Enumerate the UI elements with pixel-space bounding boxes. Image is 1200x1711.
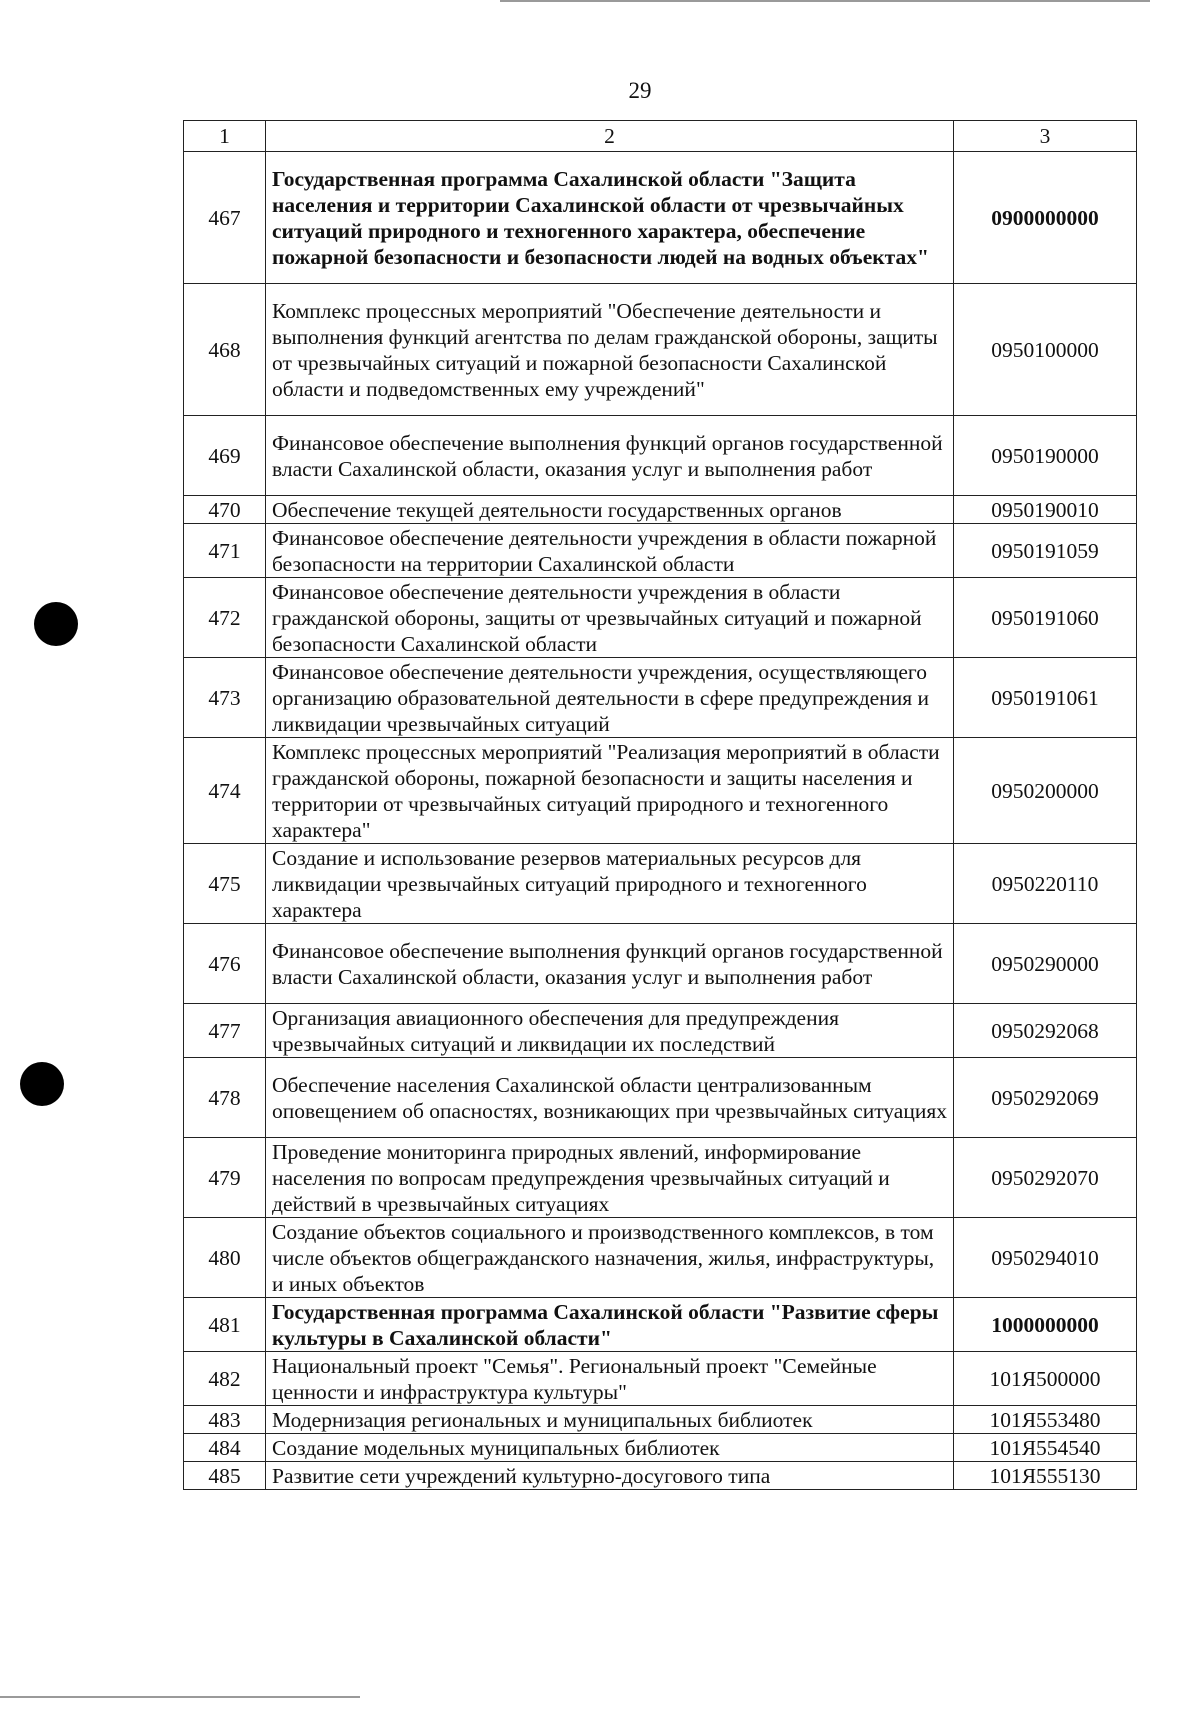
table-row — [184, 658, 1137, 738]
row-number: 473 — [184, 658, 266, 738]
table-row — [184, 738, 1137, 844]
row-code: 0950292068 — [954, 1004, 1137, 1058]
row-name: Комплекс процессных мероприятий "Реализация мероприятий в области гражданской обороны, пожарной безопасности и защиты населения и территории от чрезвычайных ситуаций природного и техногенного характера" — [266, 738, 954, 844]
table-row — [184, 844, 1137, 924]
row-code: 0950292070 — [954, 1138, 1137, 1218]
row-code: 0950191061 — [954, 658, 1137, 738]
row-code: 101Я553480 — [954, 1406, 1137, 1434]
table-row — [184, 496, 1137, 524]
row-name: Финансовое обеспечение выполнения функций органов государственной власти Сахалинской области, оказания услуг и выполнения работ — [266, 416, 954, 496]
table-row — [184, 284, 1137, 416]
row-name: Организация авиационного обеспечения для предупреждения чрезвычайных ситуаций и ликвидации их последствий — [266, 1004, 954, 1058]
row-name: Государственная программа Сахалинской области "Защита населения и территории Сахалинской области от чрезвычайных ситуаций природного и техногенного характера, обеспечение пожарной безопасности и безопасности людей на водных объектах" — [266, 152, 954, 284]
row-name: Национальный проект "Семья". Региональный проект "Семейные ценности и инфраструктура культуры" — [266, 1352, 954, 1406]
table-row — [184, 578, 1137, 658]
table-header-row — [184, 121, 1137, 152]
punch-hole — [34, 602, 78, 646]
row-code: 101Я500000 — [954, 1352, 1137, 1406]
table-row — [184, 416, 1137, 496]
row-code: 0950191059 — [954, 524, 1137, 578]
table-row — [184, 1058, 1137, 1138]
table-row — [184, 924, 1137, 1004]
row-code: 0950190010 — [954, 496, 1137, 524]
row-number: 478 — [184, 1058, 266, 1138]
row-code: 101Я554540 — [954, 1434, 1137, 1462]
row-name: Обеспечение текущей деятельности государственных органов — [266, 496, 954, 524]
table-row — [184, 1462, 1137, 1490]
row-name: Создание модельных муниципальных библиотек — [266, 1434, 954, 1462]
row-name: Развитие сети учреждений культурно-досугового типа — [266, 1462, 954, 1490]
row-number: 485 — [184, 1462, 266, 1490]
row-code: 0950190000 — [954, 416, 1137, 496]
column-header: 2 — [266, 121, 954, 152]
row-code: 0950294010 — [954, 1218, 1137, 1298]
row-name: Комплекс процессных мероприятий "Обеспечение деятельности и выполнения функций агентства по делам гражданской обороны, защиты от чрезвычайных ситуаций и пожарной безопасности Сахалинской области и подведомственных ему учреждений" — [266, 284, 954, 416]
row-code: 0950191060 — [954, 578, 1137, 658]
row-number: 476 — [184, 924, 266, 1004]
table-row — [184, 524, 1137, 578]
row-number: 484 — [184, 1434, 266, 1462]
row-name: Государственная программа Сахалинской области "Развитие сферы культуры в Сахалинской области" — [266, 1298, 954, 1352]
row-name: Модернизация региональных и муниципальных библиотек — [266, 1406, 954, 1434]
row-number: 480 — [184, 1218, 266, 1298]
table-row — [184, 1004, 1137, 1058]
row-number: 483 — [184, 1406, 266, 1434]
budget-table — [183, 120, 1137, 1490]
row-number: 470 — [184, 496, 266, 524]
row-number: 481 — [184, 1298, 266, 1352]
table-row — [184, 1218, 1137, 1298]
column-header: 3 — [954, 121, 1137, 152]
row-code: 0900000000 — [954, 152, 1137, 284]
row-name: Проведение мониторинга природных явлений, информирование населения по вопросам предупреждения чрезвычайных ситуаций и действий в чрезвычайных ситуациях — [266, 1138, 954, 1218]
row-name: Финансовое обеспечение деятельности учреждения в области гражданской обороны, защиты от чрезвычайных ситуаций и пожарной безопасности Сахалинской области — [266, 578, 954, 658]
row-number: 467 — [184, 152, 266, 284]
row-name: Создание объектов социального и производственного комплексов, в том числе объектов общегражданского назначения, жилья, инфраструктуры, и иных объектов — [266, 1218, 954, 1298]
row-number: 471 — [184, 524, 266, 578]
table-row — [184, 152, 1137, 284]
row-number: 472 — [184, 578, 266, 658]
row-code: 0950220110 — [954, 844, 1137, 924]
scan-edge-top — [500, 0, 1150, 2]
row-number: 477 — [184, 1004, 266, 1058]
row-code: 101Я555130 — [954, 1462, 1137, 1490]
row-number: 479 — [184, 1138, 266, 1218]
table-row — [184, 1298, 1137, 1352]
scan-edge-bottom — [0, 1696, 360, 1698]
row-name: Финансовое обеспечение деятельности учреждения, осуществляющего организацию образовательной деятельности в сфере предупреждения и ликвидации чрезвычайных ситуаций — [266, 658, 954, 738]
row-name: Финансовое обеспечение выполнения функций органов государственной власти Сахалинской области, оказания услуг и выполнения работ — [266, 924, 954, 1004]
page-number: 29 — [628, 78, 652, 103]
table-row — [184, 1434, 1137, 1462]
table-row — [184, 1352, 1137, 1406]
row-name: Создание и использование резервов материальных ресурсов для ликвидации чрезвычайных ситуаций природного и техногенного характера — [266, 844, 954, 924]
row-code: 0950292069 — [954, 1058, 1137, 1138]
row-number: 475 — [184, 844, 266, 924]
row-code: 0950290000 — [954, 924, 1137, 1004]
row-number: 474 — [184, 738, 266, 844]
column-header: 1 — [184, 121, 266, 152]
row-name: Финансовое обеспечение деятельности учреждения в области пожарной безопасности на территории Сахалинской области — [266, 524, 954, 578]
row-number: 468 — [184, 284, 266, 416]
row-name: Обеспечение населения Сахалинской области централизованным оповещением об опасностях, возникающих при чрезвычайных ситуациях — [266, 1058, 954, 1138]
table-row — [184, 1138, 1137, 1218]
punch-hole — [20, 1062, 64, 1106]
table-row — [184, 1406, 1137, 1434]
row-number: 482 — [184, 1352, 266, 1406]
row-number: 469 — [184, 416, 266, 496]
row-code: 1000000000 — [954, 1298, 1137, 1352]
row-code: 0950100000 — [954, 284, 1137, 416]
row-code: 0950200000 — [954, 738, 1137, 844]
